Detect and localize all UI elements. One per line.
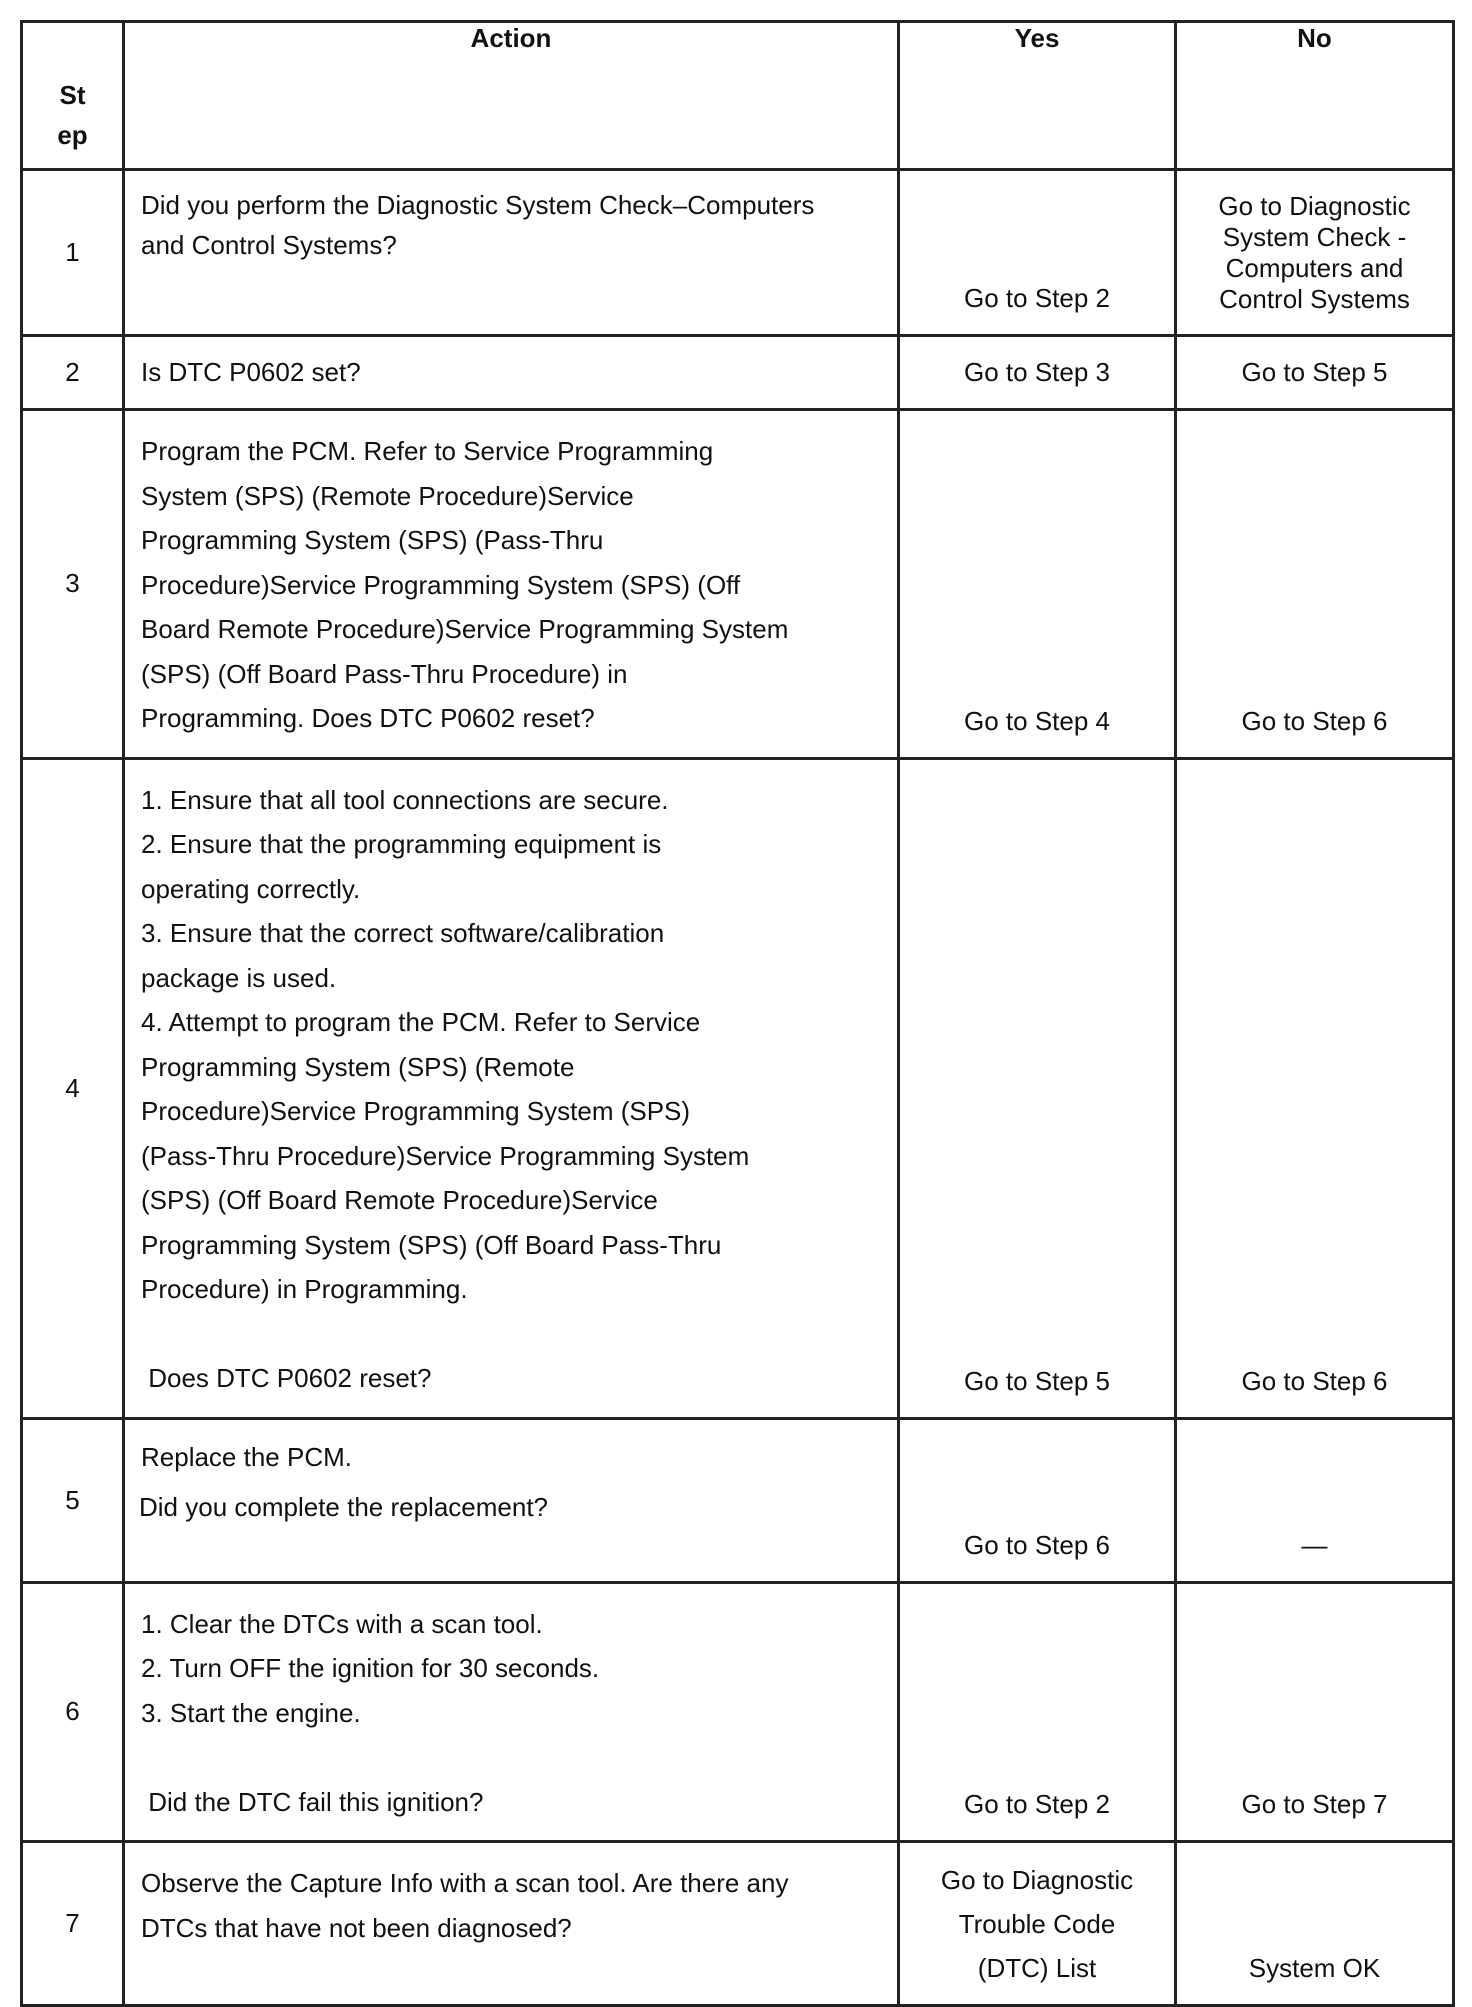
table-row-step-6 bbox=[22, 1582, 1454, 1842]
no-cell: Go to Step 6 bbox=[1176, 410, 1454, 759]
no-line: Computers and bbox=[1225, 253, 1404, 283]
yes-line: Go to Diagnostic bbox=[940, 1865, 1134, 1895]
no-line: System Check - bbox=[1222, 222, 1407, 252]
header-action: Action bbox=[124, 22, 899, 170]
action-line: Programming System (SPS) (Remote bbox=[141, 1051, 575, 1082]
action-line: and Control Systems? bbox=[141, 230, 397, 260]
table-row-step-4 bbox=[22, 758, 1454, 1418]
action-line: Programming System (SPS) (Pass-Thru bbox=[141, 525, 604, 555]
action-line: Observe the Capture Info with a scan tool. Are there any bbox=[141, 1868, 789, 1898]
action-question: Does DTC P0602 reset? bbox=[141, 1363, 432, 1393]
action-cell bbox=[124, 336, 899, 410]
header-step-line-2: ep bbox=[57, 120, 88, 150]
no-cell bbox=[1176, 170, 1454, 336]
action-cell bbox=[124, 1582, 899, 1842]
step-number: 1 bbox=[22, 170, 124, 336]
step-number: 6 bbox=[22, 1582, 124, 1842]
yes-cell bbox=[899, 1842, 1176, 2006]
action-line: 3. Start the engine. bbox=[141, 1697, 361, 1728]
action-question: Did the DTC fail this ignition? bbox=[141, 1786, 484, 1817]
action-line: operating correctly. bbox=[141, 873, 361, 904]
action-line: Program the PCM. Refer to Service Programming bbox=[141, 436, 714, 466]
no-line: Control Systems bbox=[1219, 284, 1410, 314]
action-line: 2. Turn OFF the ignition for 30 seconds. bbox=[141, 1653, 600, 1683]
no-cell: Go to Step 7 bbox=[1176, 1582, 1454, 1842]
no-cell: — bbox=[1176, 1418, 1454, 1582]
header-step-line-1: St bbox=[59, 80, 86, 110]
header-no: No bbox=[1176, 22, 1454, 170]
step-number: 5 bbox=[22, 1418, 124, 1582]
header-step bbox=[22, 22, 124, 170]
yes-cell: Go to Step 5 bbox=[899, 758, 1176, 1418]
action-line: (SPS) (Off Board Pass-Thru Procedure) in bbox=[141, 658, 628, 689]
action-cell bbox=[124, 758, 899, 1418]
action-line: DTCs that have not been diagnosed? bbox=[141, 1912, 572, 1943]
no-cell: Go to Step 6 bbox=[1176, 758, 1454, 1418]
step-number: 4 bbox=[22, 758, 124, 1418]
step-number: 2 bbox=[22, 336, 124, 410]
action-line: Replace the PCM. bbox=[141, 1441, 352, 1472]
yes-line: (DTC) List bbox=[977, 1953, 1097, 1983]
spacer bbox=[141, 1735, 881, 1780]
table-row-step-3 bbox=[22, 410, 1454, 759]
action-line: 2. Ensure that the programming equipment is bbox=[141, 829, 662, 859]
action-cell bbox=[124, 410, 899, 759]
action-line: Is DTC P0602 set? bbox=[141, 357, 361, 388]
action-line: Programming. Does DTC P0602 reset? bbox=[141, 703, 595, 733]
action-line: Board Remote Procedure)Service Programming System bbox=[141, 614, 789, 644]
action-line: System (SPS) (Remote Procedure)Service bbox=[141, 480, 634, 511]
step-number: 3 bbox=[22, 410, 124, 759]
action-line: 3. Ensure that the correct software/calibration bbox=[141, 918, 665, 948]
yes-cell: Go to Step 2 bbox=[899, 1582, 1176, 1842]
yes-cell: Go to Step 3 bbox=[899, 336, 1176, 410]
action-line: package is used. bbox=[141, 962, 337, 993]
action-line: (Pass-Thru Procedure)Service Programming System bbox=[141, 1140, 750, 1171]
no-line: Go to Diagnostic bbox=[1218, 191, 1411, 221]
action-cell bbox=[124, 1842, 899, 2006]
diagnostic-table bbox=[20, 20, 1455, 2007]
action-line: Programming System (SPS) (Off Board Pass-Thru bbox=[141, 1229, 722, 1260]
yes-cell: Go to Step 6 bbox=[899, 1418, 1176, 1582]
yes-cell: Go to Step 4 bbox=[899, 410, 1176, 759]
table-row-step-5 bbox=[22, 1418, 1454, 1582]
table-row-step-2 bbox=[22, 336, 1454, 410]
table-row-step-1 bbox=[22, 170, 1454, 336]
no-cell: System OK bbox=[1176, 1842, 1454, 2006]
action-line: 1. Ensure that all tool connections are secure. bbox=[141, 784, 669, 815]
action-line: Procedure)Service Programming System (SPS) (Off bbox=[141, 569, 741, 600]
step-number: 7 bbox=[22, 1842, 124, 2006]
action-line: 4. Attempt to program the PCM. Refer to Service bbox=[141, 1007, 701, 1037]
yes-line: Trouble Code bbox=[958, 1909, 1116, 1939]
action-line: Did you complete the replacement? bbox=[139, 1491, 549, 1522]
action-line: Procedure) in Programming. bbox=[141, 1274, 468, 1304]
action-line: Did you perform the Diagnostic System Check–Computers bbox=[141, 190, 815, 220]
spacer bbox=[141, 1312, 881, 1357]
action-line: 1. Clear the DTCs with a scan tool. bbox=[141, 1608, 543, 1639]
action-cell bbox=[124, 170, 899, 336]
action-line: (SPS) (Off Board Remote Procedure)Service bbox=[141, 1185, 658, 1215]
table-row-step-7 bbox=[22, 1842, 1454, 2006]
header-yes: Yes bbox=[899, 22, 1176, 170]
header-row bbox=[22, 22, 1454, 170]
action-line: Procedure)Service Programming System (SPS) bbox=[141, 1096, 691, 1126]
action-cell bbox=[124, 1418, 899, 1582]
no-cell: Go to Step 5 bbox=[1176, 336, 1454, 410]
yes-cell: Go to Step 2 bbox=[899, 170, 1176, 336]
